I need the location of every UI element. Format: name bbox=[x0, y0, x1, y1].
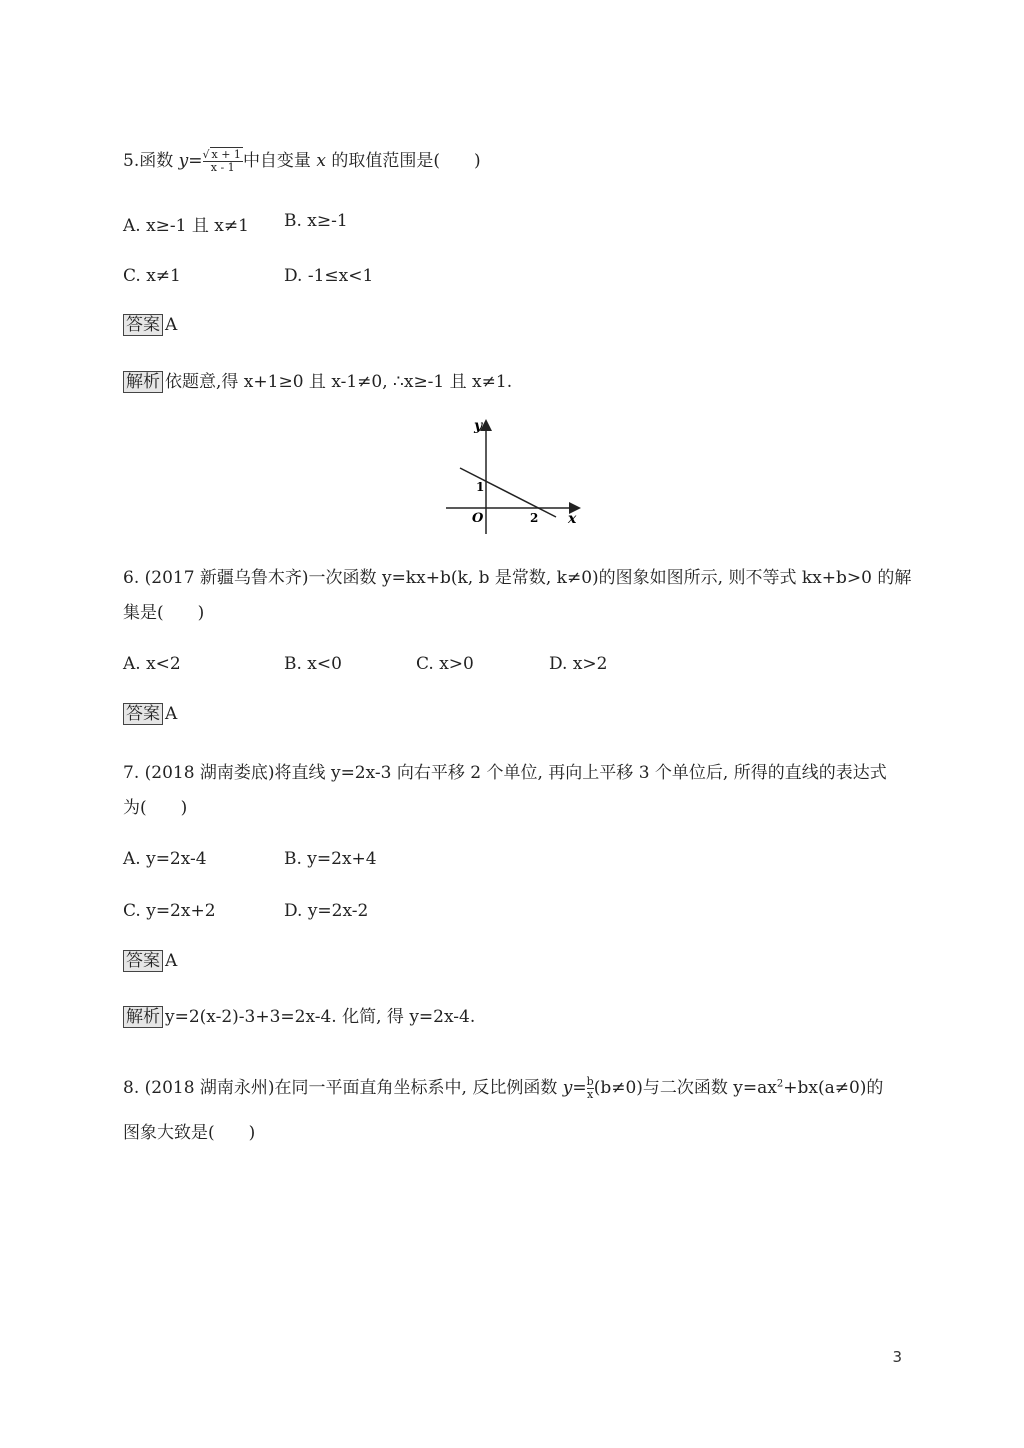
q5-fraction: $\frac{√ x + 1}{x - 1}$ bbox=[202, 148, 241, 174]
page-number: 3 bbox=[892, 1348, 902, 1366]
q7-option-c[interactable]: C. y=2x+2 bbox=[123, 901, 216, 921]
q6-answer: 答案 A bbox=[123, 703, 177, 725]
q5-option-d[interactable]: D. -1≤x<1 bbox=[284, 266, 374, 286]
q7-stem-line2: 为( ) bbox=[123, 798, 188, 818]
q6-option-b[interactable]: B. x<0 bbox=[284, 654, 342, 674]
analysis-label: 解析 bbox=[123, 1006, 163, 1028]
graph-x-intercept-label: 2 bbox=[530, 511, 539, 525]
q6-stem-line1: 6. (2017 新疆乌鲁木齐)一次函数 y=kx+b(k, b 是常数, k≠0)的图象如图所示, 则不等式 kx+b>0 的解 bbox=[123, 568, 912, 588]
q6-option-c[interactable]: C. x>0 bbox=[416, 654, 474, 674]
graph-y-label: y bbox=[474, 418, 483, 434]
q5-stem: 5.函数 y= $\frac{√ x + 1}{x - 1}$ 中自变量 x 的取值范围是( ) bbox=[123, 148, 481, 174]
q7-analysis: 解析 y=2(x-2)-3+3=2x-4. 化简, 得 y=2x-4. bbox=[123, 1002, 475, 1028]
graph-y-intercept-label: 1 bbox=[476, 480, 485, 494]
q6-stem-line2: 集是( ) bbox=[123, 603, 205, 623]
q7-stem-line1: 7. (2018 湖南娄底)将直线 y=2x-3 向右平移 2 个单位, 再向上平移 3 个单位后, 所得的直线的表达式 bbox=[123, 763, 887, 783]
graph-x-label: x bbox=[568, 511, 577, 527]
q6-graph bbox=[440, 414, 590, 534]
q6-option-d[interactable]: D. x>2 bbox=[549, 654, 608, 674]
q6-option-a[interactable]: A. x<2 bbox=[123, 654, 181, 674]
q5-answer: 答案 A bbox=[123, 314, 177, 336]
q5-option-c[interactable]: C. x≠1 bbox=[123, 266, 181, 286]
answer-label: 答案 bbox=[123, 314, 163, 336]
q7-option-d[interactable]: D. y=2x-2 bbox=[284, 901, 369, 921]
q7-option-b[interactable]: B. y=2x+4 bbox=[284, 849, 377, 869]
answer-label: 答案 bbox=[123, 950, 163, 972]
answer-label: 答案 bbox=[123, 703, 163, 725]
graph-origin-label: O bbox=[472, 511, 484, 526]
analysis-label: 解析 bbox=[123, 371, 163, 393]
q5-option-b[interactable]: B. x≥-1 bbox=[284, 211, 348, 231]
q8-fraction: $\frac{b}{x}$ bbox=[586, 1075, 594, 1101]
q7-answer: 答案 A bbox=[123, 950, 177, 972]
q8-stem-line1: 8. (2018 湖南永州)在同一平面直角坐标系中, 反比例函数 y= $\frac{b}{x}$ (b≠0)与二次函数 $y=ax^2+bx(a\ne 0)$的 bbox=[123, 1075, 884, 1101]
q5-analysis: 解析 依题意,得 x+1≥0 且 x-1≠0, ∴x≥-1 且 x≠1. bbox=[123, 367, 512, 393]
graph-function-line bbox=[460, 468, 556, 517]
q8-stem-line2: 图象大致是( ) bbox=[123, 1123, 256, 1143]
q5-option-a[interactable]: A. x≥-1 且 x≠1 bbox=[123, 216, 249, 236]
q7-option-a[interactable]: A. y=2x-4 bbox=[123, 849, 207, 869]
